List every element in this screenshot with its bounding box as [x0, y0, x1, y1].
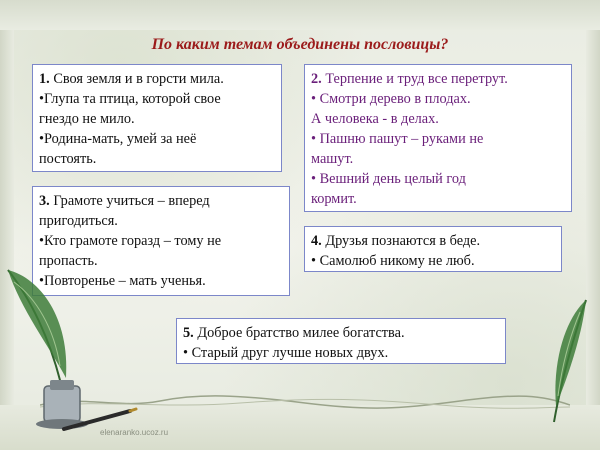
proverb-line: • Смотри дерево в плодах. — [311, 91, 471, 107]
proverb-line: •Родина-мать, умей за неё — [39, 131, 197, 147]
proverb-line: • Самолюб никому не люб. — [311, 253, 475, 269]
proverb-line: пригодиться. — [39, 213, 118, 229]
proverb-line: •Кто грамоте горазд – тому не — [39, 233, 222, 249]
box-number: 4. — [311, 233, 322, 249]
proverb-line: Терпение и труд все перетрут. — [325, 71, 508, 87]
proverb-line: гнездо не мило. — [39, 111, 135, 127]
proverb-line: Грамоте учиться – вперед — [53, 193, 210, 209]
proverb-line: • Пашню пашут – руками не — [311, 131, 484, 147]
proverb-line: кормит. — [311, 191, 357, 207]
footer-site-text: elenaranko.ucoz.ru — [100, 428, 169, 437]
box-number: 5. — [183, 325, 194, 341]
proverb-line: •Глупа та птица, которой свое — [39, 91, 221, 107]
box-number: 3. — [39, 193, 50, 209]
frame-top-border — [0, 0, 600, 30]
proverb-box-1 — [32, 64, 282, 172]
proverb-box-4 — [304, 226, 562, 272]
proverb-box-5 — [176, 318, 506, 364]
proverb-line: А человека - в делах. — [311, 111, 439, 127]
proverb-line: • Старый друг лучше новых двух. — [183, 345, 389, 361]
proverb-line: пропасть. — [39, 253, 98, 269]
quill-icon — [528, 296, 594, 426]
box-number: 2. — [311, 71, 322, 87]
proverb-line: машут. — [311, 151, 354, 167]
proverb-line: Друзья познаются в беде. — [325, 233, 481, 249]
proverb-line: • Вешний день целый год — [311, 171, 466, 187]
proverb-line: Своя земля и в горсти мила. — [53, 71, 224, 87]
proverb-line: •Повторенье – мать ученья. — [39, 273, 206, 289]
slide-title: По каким темам объединены пословицы? — [151, 36, 449, 53]
box-number: 1. — [39, 71, 50, 87]
proverb-line: постоять. — [39, 151, 97, 167]
proverb-box-2 — [304, 64, 572, 212]
proverb-line: Доброе братство милее богатства. — [197, 325, 405, 341]
